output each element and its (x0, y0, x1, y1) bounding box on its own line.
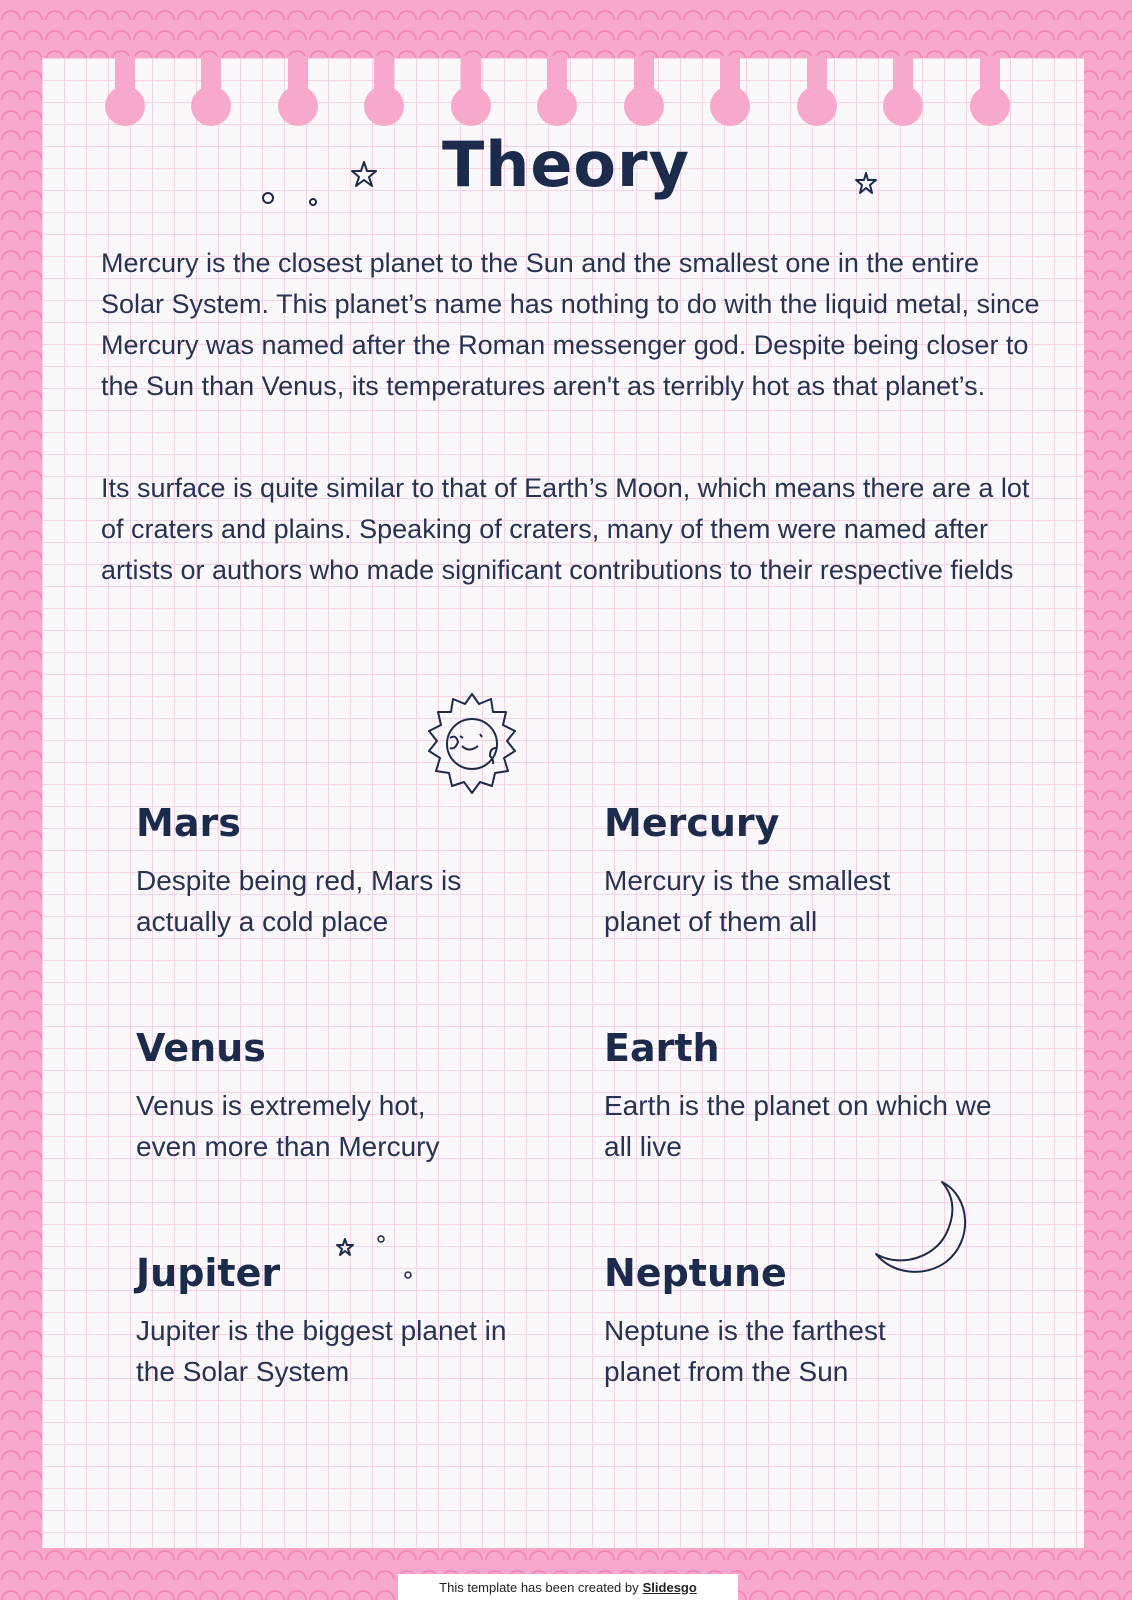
theory-paragraph-2: Its surface is quite similar to that of Earth’s Moon, which means there are a lot of craters and plains. Speaking of craters, many of them were named after artists or authors who made significant contributions to their respective fields (101, 473, 1030, 585)
planet-name: Mercury (604, 801, 780, 845)
planet-name: Earth (604, 1026, 720, 1070)
slidesgo-link[interactable]: Slidesgo (642, 1579, 697, 1595)
planet-name: Neptune (604, 1251, 787, 1295)
planet-card-mercury (604, 800, 1024, 942)
planet-description: Jupiter is the biggest planet in the Solar System (136, 1315, 507, 1387)
ring-hole-icon (451, 56, 491, 126)
planet-card-earth (604, 1025, 1024, 1167)
theory-paragraph-1: Mercury is the closest planet to the Sun and the smallest one in the entire Solar System. This planet’s name has nothing to do with the liquid metal, since Mercury was named after the Roman messenger god. Despite being closer to the Sun than Venus, its temperatures aren't as terribly hot as that planet’s. (101, 248, 1040, 401)
planet-card-mars (136, 800, 556, 942)
ring-hole-icon (537, 56, 577, 126)
page-title: Theory (441, 128, 691, 201)
ring-hole-icon (278, 56, 318, 126)
planet-description: Neptune is the farthest planet from the Sun (604, 1315, 886, 1387)
planet-description: Earth is the planet on which we all live (604, 1090, 992, 1162)
sun-planet-icon (412, 690, 532, 810)
footer-credit (398, 1574, 738, 1600)
binder-holes (0, 0, 1132, 130)
ring-hole-icon (364, 56, 404, 126)
ring-hole-icon (797, 56, 837, 126)
planet-card-neptune (604, 1250, 1024, 1392)
planet-card-jupiter (136, 1250, 556, 1392)
planet-description: Mercury is the smallest planet of them all (604, 865, 891, 937)
planet-description: Venus is extremely hot, even more than Mercury (136, 1090, 440, 1162)
ring-hole-icon (624, 56, 664, 126)
planet-card-venus (136, 1025, 556, 1167)
planet-description: Despite being red, Mars is actually a cold place (136, 865, 462, 937)
planet-name: Jupiter (136, 1251, 281, 1295)
footer-text: This template has been created by (439, 1579, 639, 1595)
planet-name: Mars (136, 801, 241, 845)
ring-hole-icon (105, 56, 145, 126)
ring-hole-icon (970, 56, 1010, 126)
ring-hole-icon (883, 56, 923, 126)
ring-hole-icon (191, 56, 231, 126)
ring-hole-icon (710, 56, 750, 126)
planet-name: Venus (136, 1026, 266, 1070)
